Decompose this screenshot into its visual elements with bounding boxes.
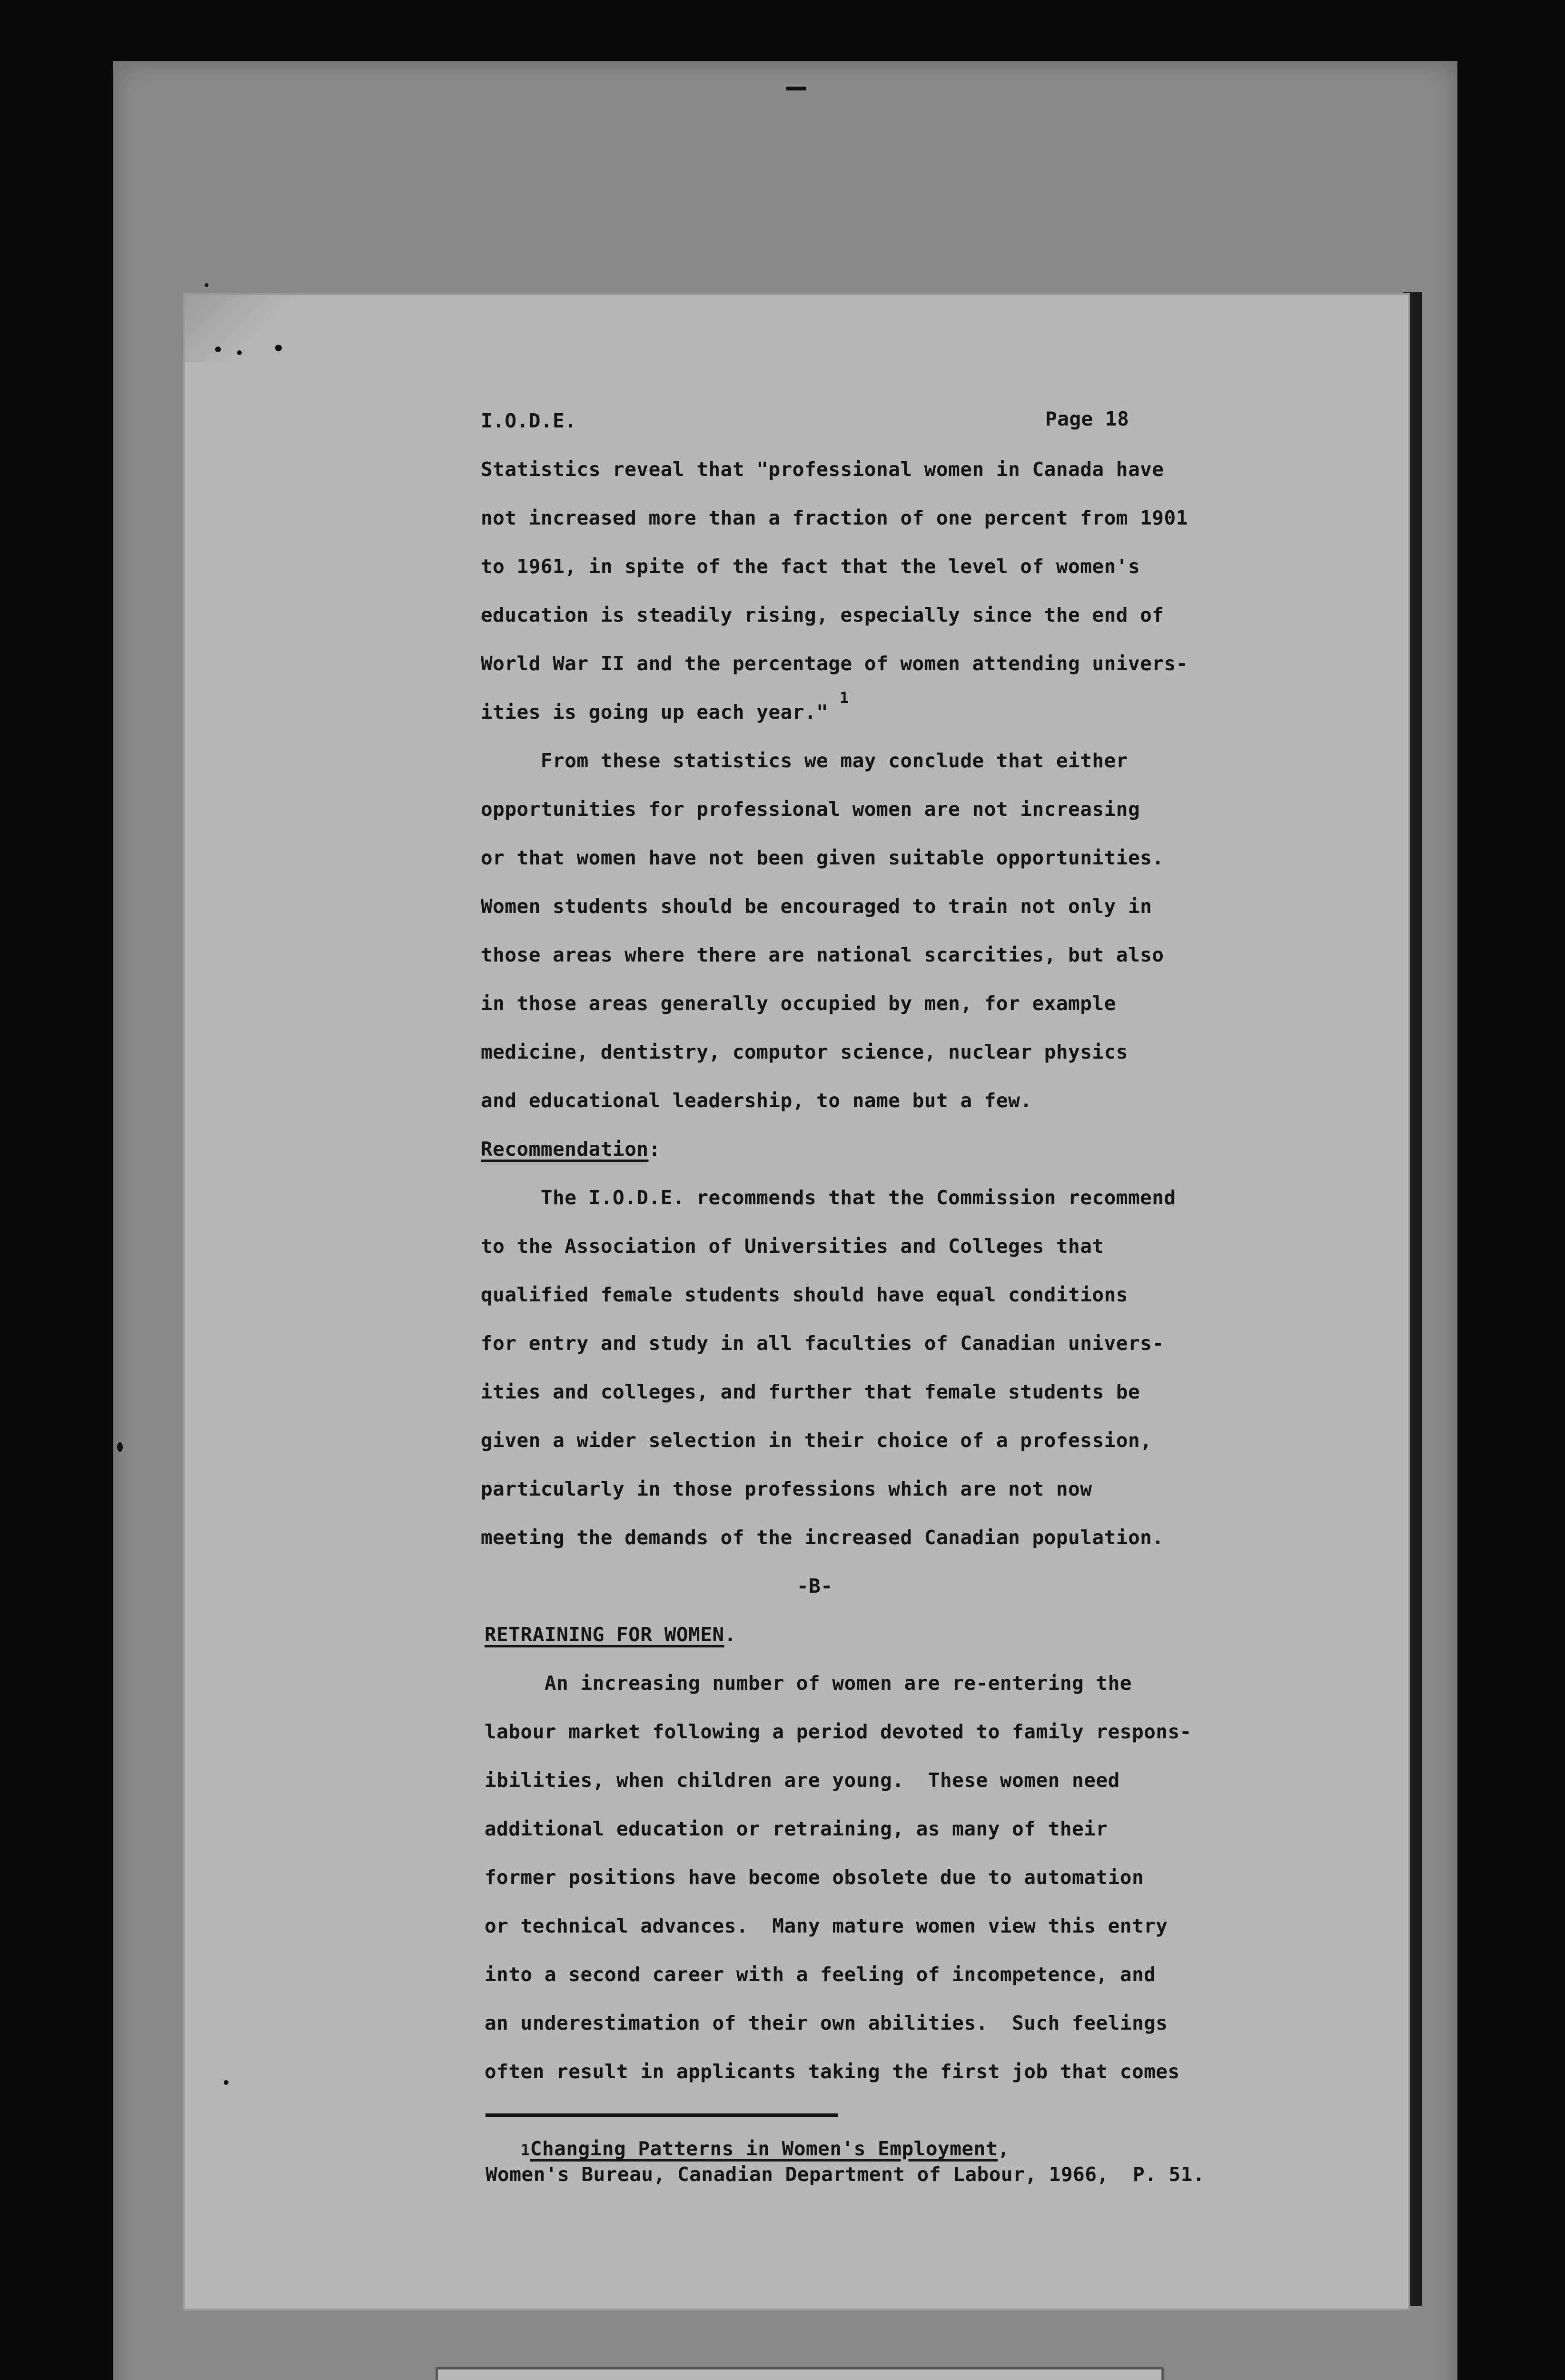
text-line: Statistics reveal that "professional women in Canada have <box>481 458 1164 481</box>
text-line: The I.O.D.E. recommends that the Commission recommend <box>481 1186 1176 1209</box>
footnote-title-line <box>521 2139 1010 2159</box>
text-line: those areas where there are national scarcities, but also <box>481 943 1164 966</box>
dust-speck <box>224 2080 228 2085</box>
text-line: into a second career with a feeling of incompetence, and <box>485 1963 1156 1986</box>
text-line: or technical advances. Many mature women view this entry <box>485 1914 1168 1937</box>
text-line: particularly in those professions which are not now <box>481 1478 1092 1500</box>
section-marker: -B- <box>797 1575 833 1597</box>
text-line: World War II and the percentage of women attending univers- <box>481 652 1188 675</box>
text-line: additional education or retraining, as many of their <box>485 1817 1108 1840</box>
text-line: often result in applicants taking the first job that comes <box>485 2060 1180 2083</box>
footnote-title: Changing Patterns in Women's Employment <box>530 2137 998 2160</box>
footnote-source: Women's Bureau, Canadian Department of Labour, 1966, P. 51. <box>485 2163 1205 2186</box>
heading-text: RETRAINING FOR WOMEN <box>485 1623 724 1646</box>
dust-speck <box>205 283 208 287</box>
heading-period: . <box>724 1623 736 1646</box>
text-line: An increasing number of women are re-entering the <box>485 1672 1132 1695</box>
text-line: Women students should be encouraged to train not only in <box>481 895 1152 918</box>
dust-speck <box>215 347 221 352</box>
heading-text: Recommendation <box>481 1138 649 1160</box>
page-number: Page 18 <box>1045 407 1129 430</box>
retraining-heading <box>485 1625 736 1645</box>
header-org: I.O.D.E. <box>481 409 577 432</box>
dust-speck <box>237 350 242 355</box>
text-line: not increased more than a fraction of one percent from 1901 <box>481 506 1188 529</box>
text-line: meeting the demands of the increased Canadian population. <box>481 1526 1164 1549</box>
text-line: ities and colleges, and further that female students be <box>481 1380 1140 1403</box>
heading-colon: : <box>648 1138 661 1160</box>
text-line: for entry and study in all faculties of Canadian univers- <box>481 1332 1164 1355</box>
footnote-number: 1 <box>521 2141 530 2159</box>
text-line: From these statistics we may conclude that either <box>481 749 1128 772</box>
text-line: an underestimation of their own abilities. Such feelings <box>485 2012 1168 2034</box>
text-line: or that women have not been given suitable opportunities. <box>481 846 1164 869</box>
dust-speck <box>117 1442 123 1452</box>
footnote-marker: 1 <box>840 689 849 707</box>
text-line: and educational leadership, to name but a few. <box>481 1089 1032 1112</box>
text-line: medicine, dentistry, computor science, nuclear physics <box>481 1041 1128 1063</box>
text-line: ities is going up each year." <box>481 701 829 724</box>
archive-label <box>438 2370 1161 2380</box>
text-line: former positions have become obsolete due to automation <box>485 1866 1144 1889</box>
footnote-rule <box>485 2113 838 2117</box>
text-line: to the Association of Universities and Colleges that <box>481 1235 1104 1258</box>
text-line: ibilities, when children are young. These women need <box>485 1769 1120 1792</box>
recommendation-heading <box>481 1140 661 1159</box>
text-line: labour market following a period devoted to family respons- <box>485 1720 1192 1743</box>
footnote-comma: , <box>997 2137 1010 2160</box>
text-line: in those areas generally occupied by men, for example <box>481 992 1116 1015</box>
text-line: qualified female students should have equal conditions <box>481 1283 1128 1306</box>
text-line: education is steadily rising, especially since the end of <box>481 604 1164 626</box>
folded-corner <box>185 295 318 362</box>
text-line: opportunities for professional women are not increasing <box>481 798 1140 821</box>
board-mark <box>786 87 806 90</box>
text-line: given a wider selection in their choice of a profession, <box>481 1429 1152 1452</box>
dust-speck <box>275 345 282 351</box>
text-line: to 1961, in spite of the fact that the level of women's <box>481 555 1140 578</box>
